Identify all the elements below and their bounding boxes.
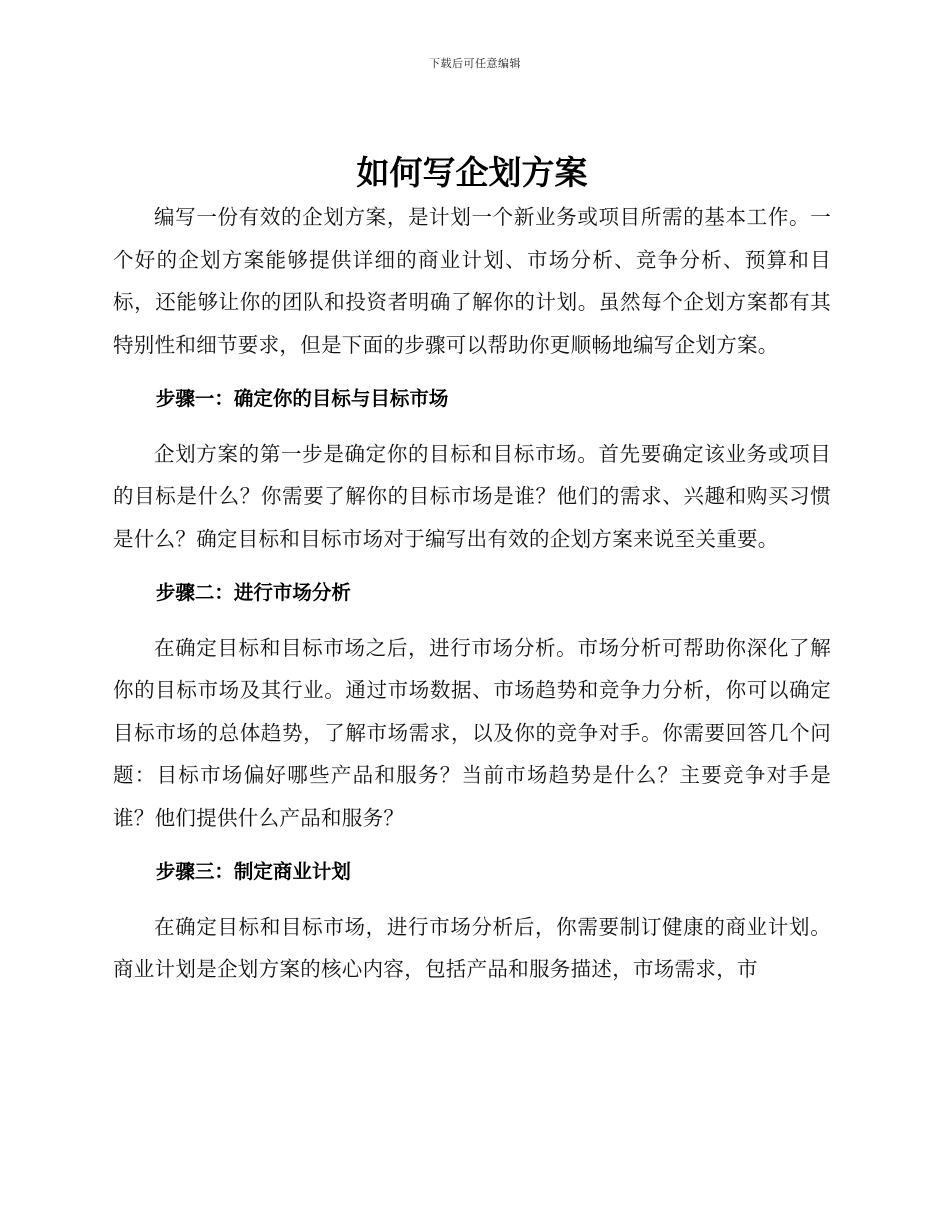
header-note: 下载后可任意编辑 [429, 57, 521, 70]
step-3-heading: 步骤三：制定商业计划 [155, 860, 351, 883]
document-title: 如何写企划方案 [356, 153, 588, 192]
document-body [113, 150, 831, 991]
step-1-heading: 步骤一：确定你的目标与目标市场 [155, 387, 449, 410]
step-1-paragraph: 企划方案的第一步是确定你的目标和目标市场。首先要确定该业务或项目的目标是什么？你需要了解你的目标市场是谁？他们的需求、兴趣和购买习惯是什么？确定目标和目标市场对于编写出有效的企划方案来说至关重要。 [113, 441, 831, 551]
step-2-paragraph: 在确定目标和目标市场之后，进行市场分析。市场分析可帮助你深化了解你的目标市场及其行业。通过市场数据、市场趋势和竞争力分析，你可以确定目标市场的总体趋势，了解市场需求，以及你的竞争对手。你需要回答几个问题：目标市场偏好哪些产品和服务？当前市场趋势是什么？主要竞争对手是谁？他们提供什么产品和服务？ [113, 635, 831, 830]
step-2-heading: 步骤二：进行市场分析 [155, 581, 351, 604]
intro-paragraph: 编写一份有效的企划方案，是计划一个新业务或项目所需的基本工作。一个好的企划方案能够提供详细的商业计划、市场分析、竞争分析、预算和目标，还能够让你的团队和投资者明确了解你的计划。虽然每个企划方案都有其特别性和细节要求，但是下面的步骤可以帮助你更顺畅地编写企划方案。 [113, 205, 831, 357]
step-3-paragraph: 在确定目标和目标市场，进行市场分析后，你需要制订健康的商业计划。商业计划是企划方案的核心内容，包括产品和服务描述，市场需求，市 [113, 914, 831, 981]
